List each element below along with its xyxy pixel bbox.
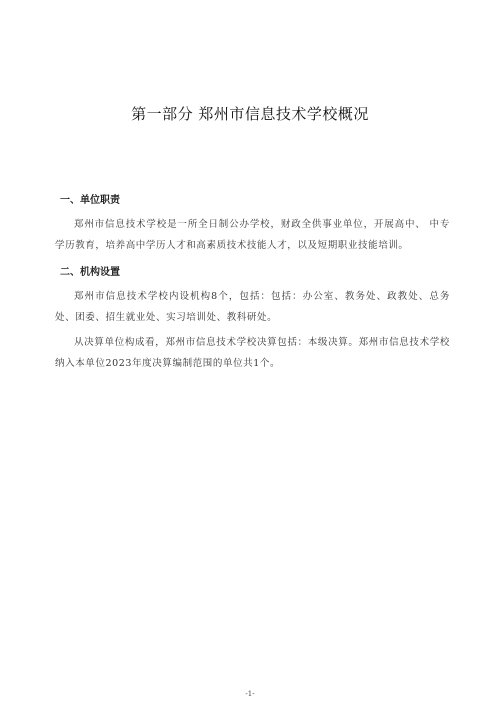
section-heading: 二、机构设置: [60, 267, 120, 278]
paragraph: 郑州市信息技术学校内设机构8个，包括：包括：办公室、教务处、政教处、总务处、团委、招生就业处、实习培训处、教科研处。: [55, 291, 450, 323]
section-unit-duties: [55, 192, 450, 256]
paragraph: 郑州市信息技术学校是一所全日制公办学校，财政全供事业单位，开展高中、 中专学历教育，培养高中学历人才和高素质技术技能人才，以及短期职业技能培训。: [55, 219, 450, 251]
section-heading: 一、单位职责: [60, 195, 120, 206]
paragraph: 从决算单位构成看，郑州市信息技术学校决算包括：本级决算。郑州市信息技术学校纳入本单位2023年度决算编制范围的单位共1个。: [55, 337, 450, 369]
page-title: 第一部分 郑州市信息技术学校概况: [131, 105, 369, 123]
section-organization: [55, 264, 450, 374]
page-number: -1-: [245, 690, 255, 698]
document-body: [55, 192, 450, 378]
